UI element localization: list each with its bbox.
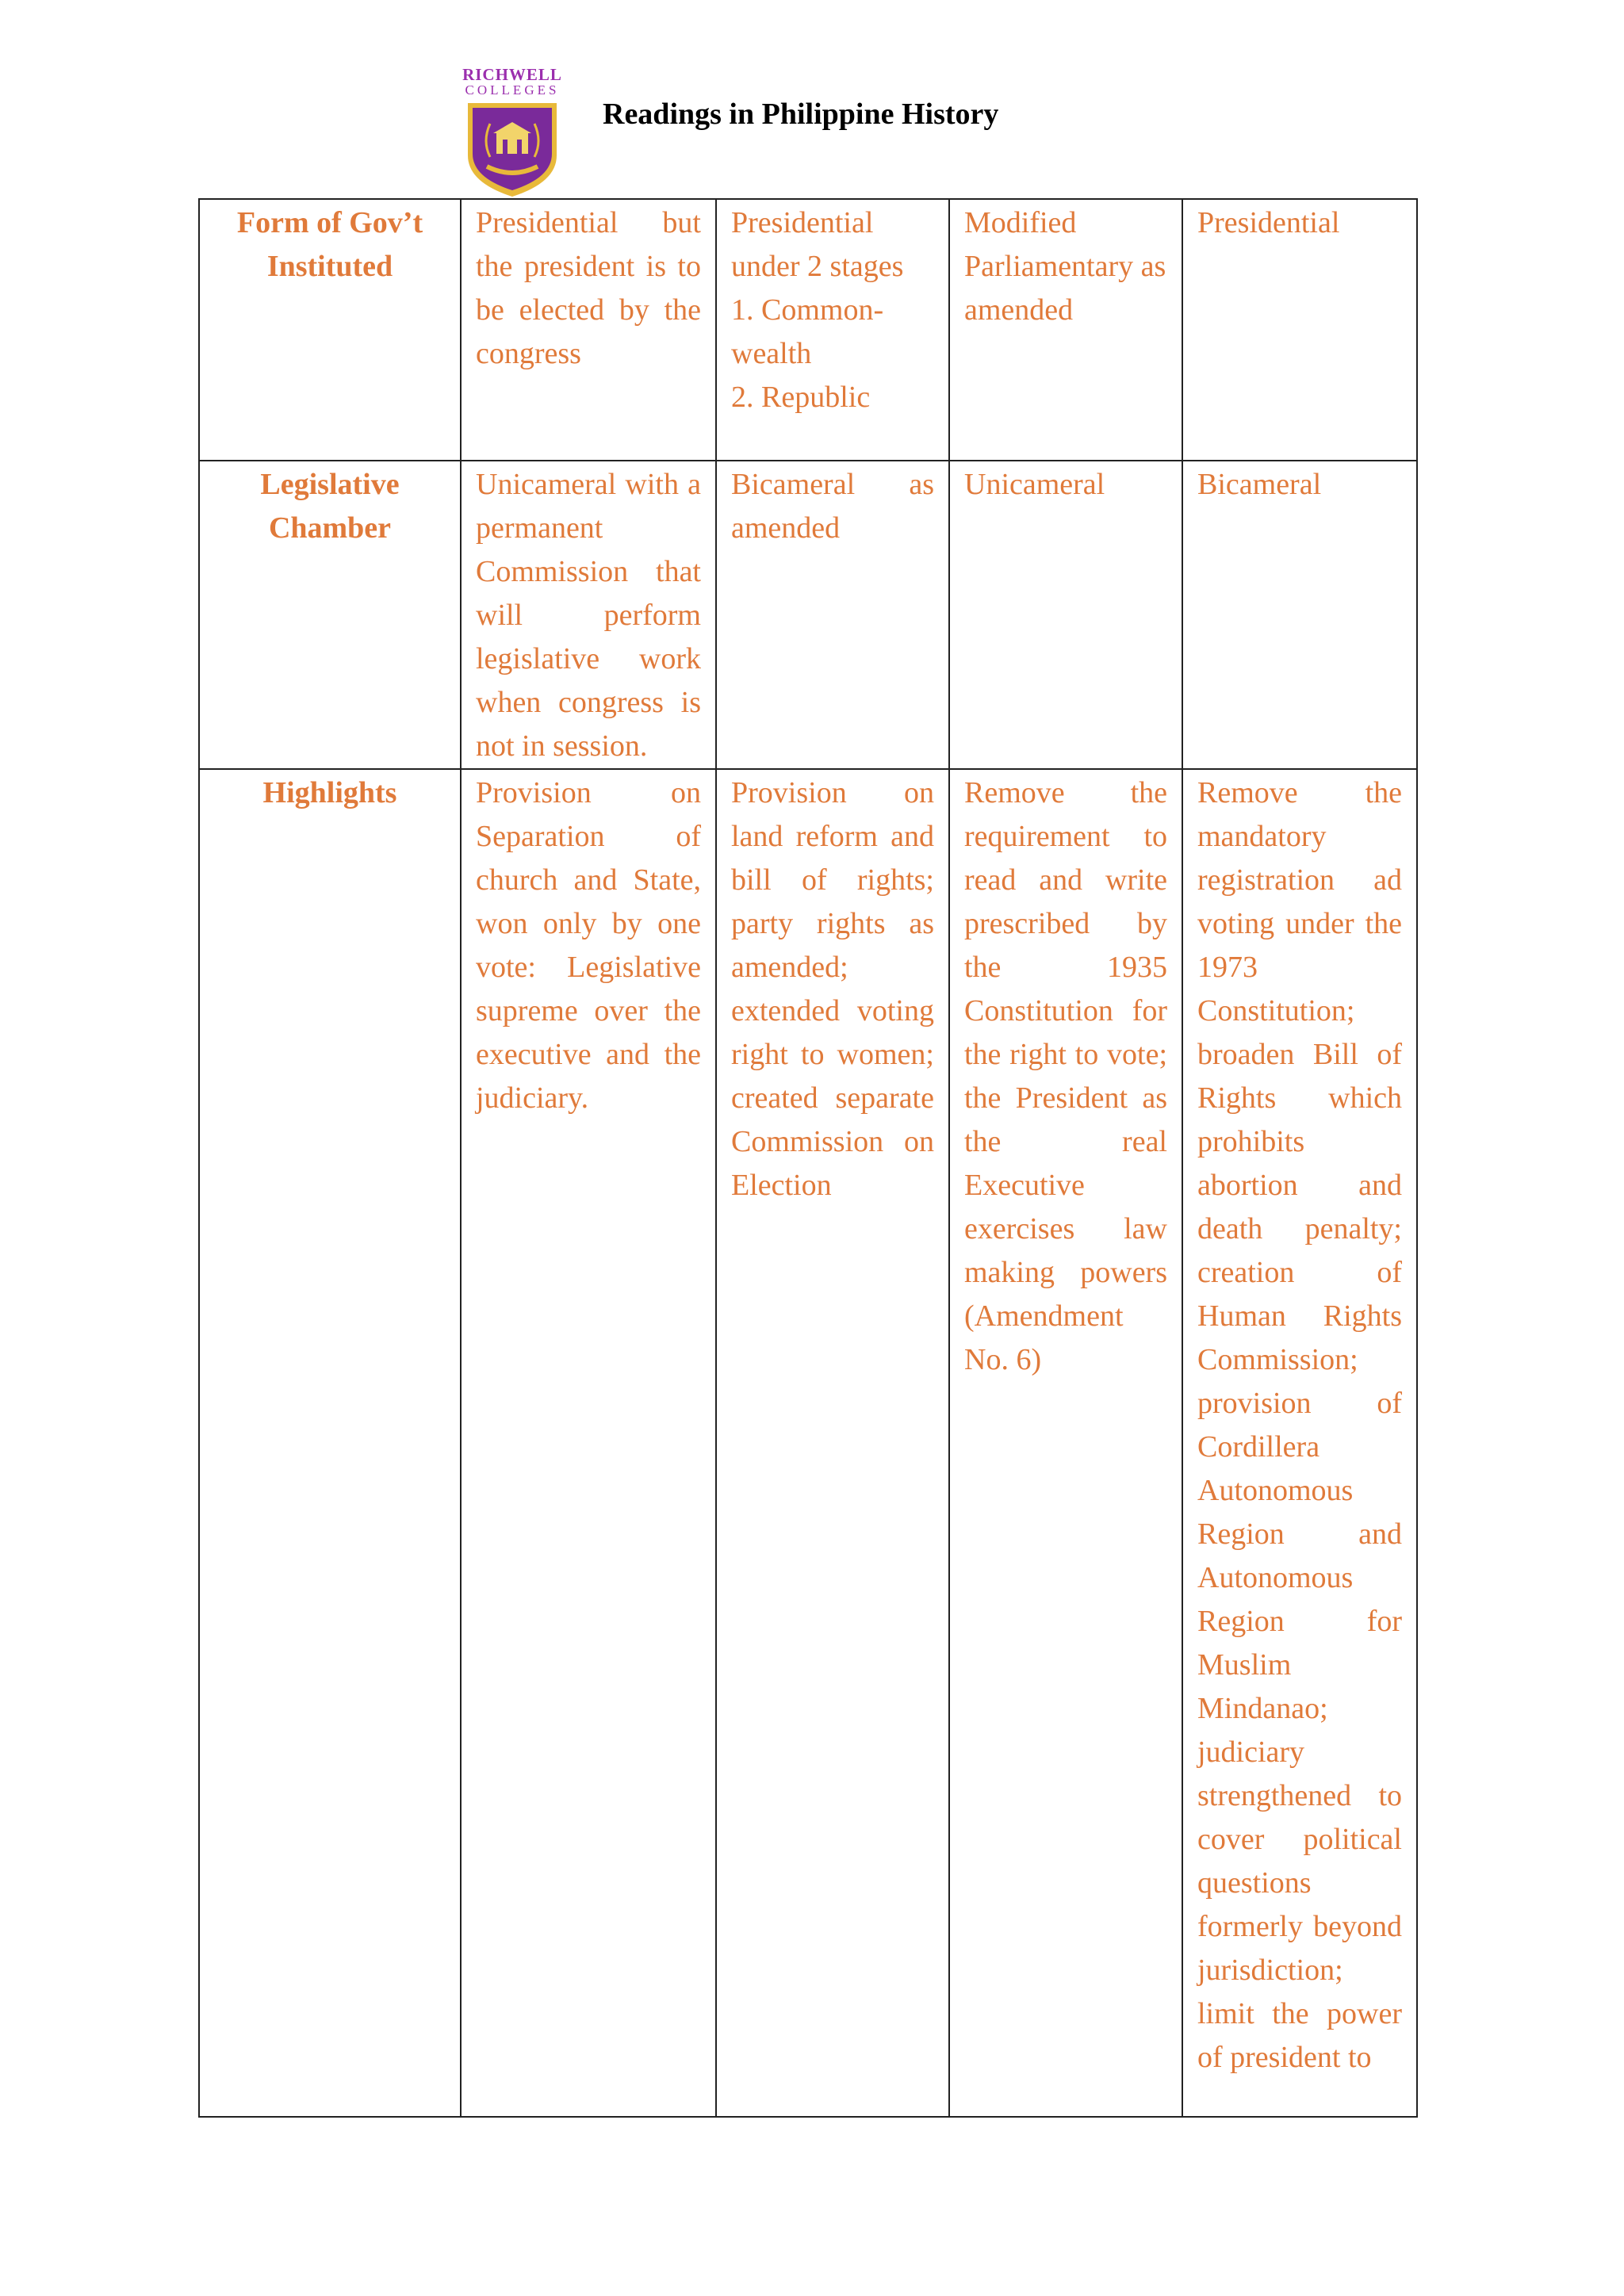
table-cell: Unicameral with a permanent Commission that will perform legislative work when congress is not in session. [461,461,716,769]
table-cell: Modified Parliamentary as amended [949,199,1182,461]
row-label-highlights: Highlights [199,769,461,2117]
logo-name-text: RICHWELL [462,65,562,84]
college-logo [458,67,566,201]
college-seal-icon [463,100,561,198]
cell-line: Presidential under 2 stages [731,206,904,283]
table-cell: Provision on land reform and bill of rights; party rights as amended; extended voting right to women; created separate Commission on Election [716,769,949,2117]
cell-line: 2. Republic [731,381,871,414]
page-header [0,0,1624,198]
table-row [199,461,1417,769]
table-cell: Remove the requirement to read and write prescribed by the 1935 Constitution for the right to vote; the President as the real Executive exercises law making powers (Amendment No. 6) [949,769,1182,2117]
table-cell-multiline [716,199,949,461]
table-row [199,199,1417,461]
table-cell: Provision on Separation of church and State, won only by one vote: Legislative supreme over the executive and the judiciary. [461,769,716,2117]
table-row [199,769,1417,2117]
cell-line: 1. Common-wealth [731,293,884,370]
row-label-legislative-chamber: Legislative Chamber [199,461,461,769]
table-cell: Remove the mandatory registration ad voting under the 1973 Constitution; broaden Bill of Rights which prohibits abortion and death penalty; creation of Human Rights Commission; provision of Cordillera Autonomous Region and Autonomous Region for Muslim Mindanao; judiciary strengthened to cover political questions formerly beyond jurisdiction; limit the power of president to [1182,769,1417,2117]
table-cell: Bicameral as amended [716,461,949,769]
table-cell: Presidential [1182,199,1417,461]
constitution-comparison-table [198,198,1418,2118]
table-cell: Bicameral [1182,461,1417,769]
logo-subname-text: COLLEGES [465,82,560,98]
row-label-form-of-government: Form of Gov’t Instituted [199,199,461,461]
table-cell: Unicameral [949,461,1182,769]
table-cell: Presidential but the president is to be elected by the congress [461,199,716,461]
document-title: Readings in Philippine History [603,98,999,131]
